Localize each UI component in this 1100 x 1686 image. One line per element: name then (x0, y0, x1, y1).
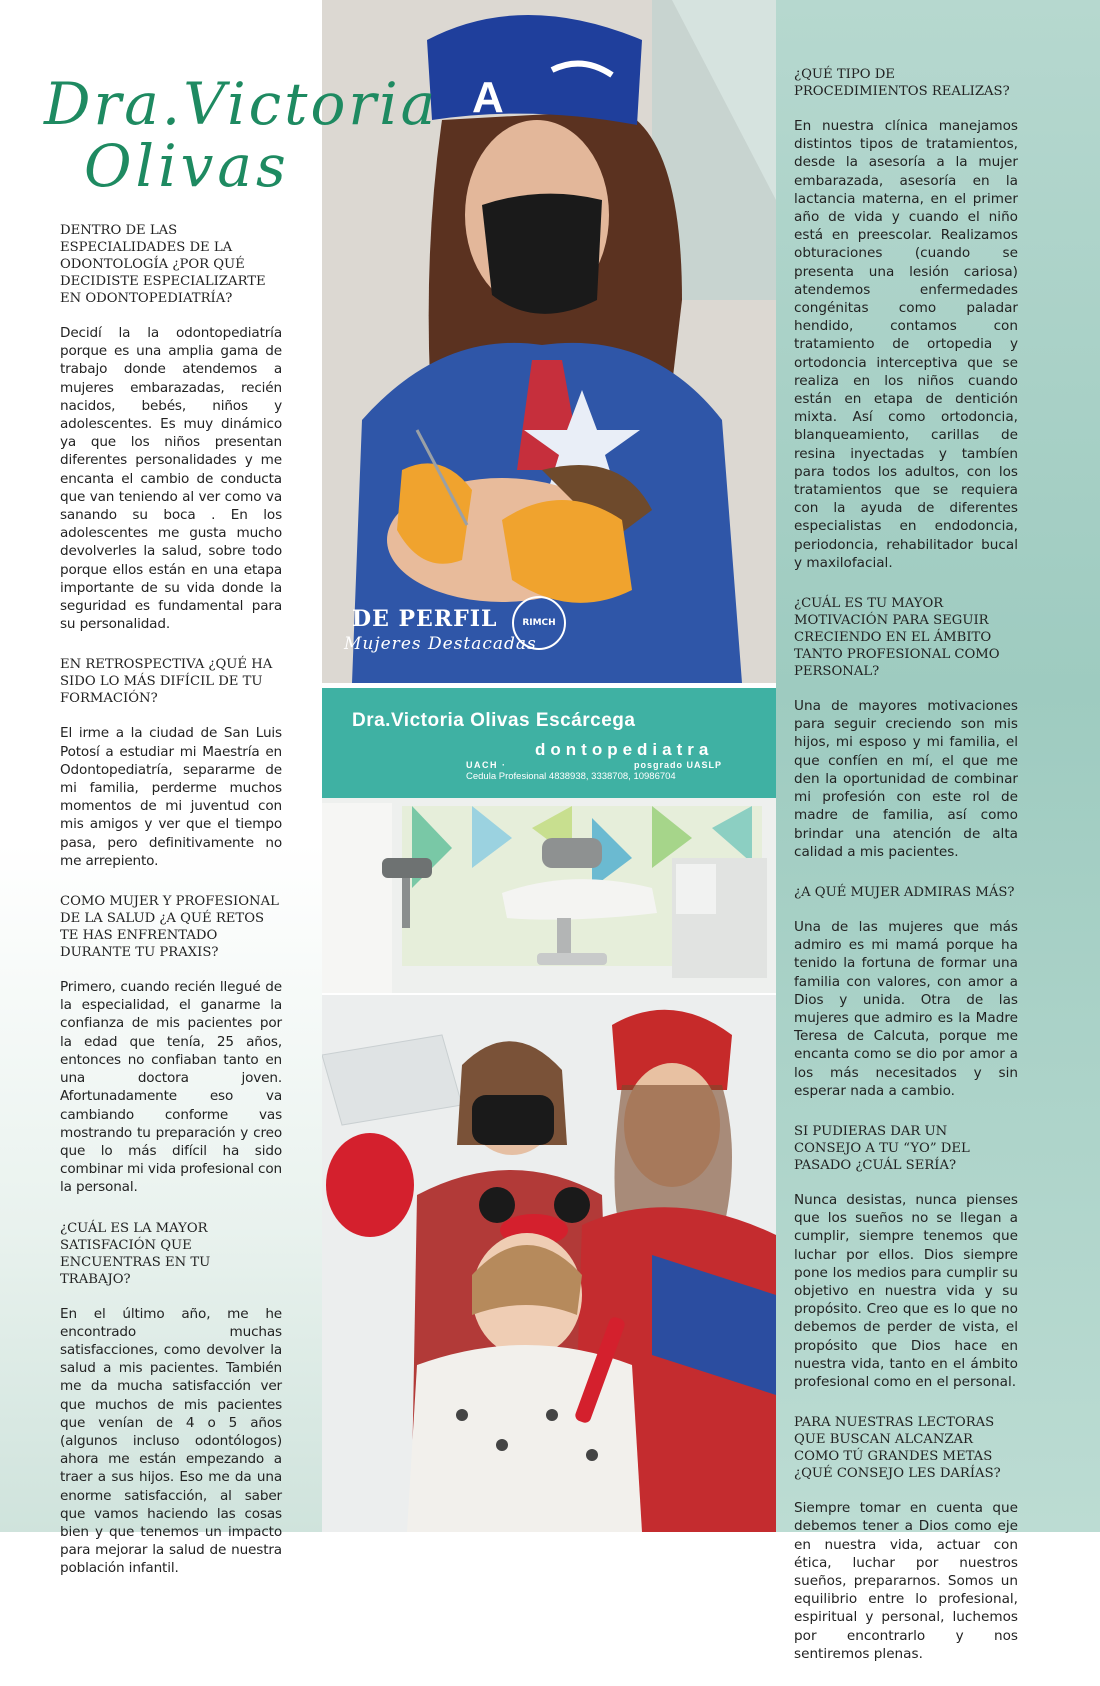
question-3: COMO MUJER Y PROFESIONAL DE LA SALUD ¿A QUÉ RETOS TE HAS ENFRENTADO DURANTE TU PRAXIS? (60, 894, 279, 961)
answer-2: El irme a la ciudad de San Luis Potosí a estudiar mi Maestría en Odontopediatría, separarme de mi familia, perderme muchos momentos de mi juventud con mis amigos y ver que el tiempo pasa, pero definitivamente no me arrepiento. (60, 725, 282, 869)
question-6: ¿CUÁL ES TU MAYOR MOTIVACIÓN PARA SEGUIR CRECIENDO EN EL ÁMBITO TANTO PROFESIONAL COMO PERSONAL? (794, 596, 1000, 680)
question-4: ¿CUÁL ES LA MAYOR SATISFACIÓN QUE ENCUENTRAS EN TU TRABAJO? (60, 1220, 211, 1287)
left-column (60, 222, 282, 1601)
clinic-sign-role: dontopediatra (535, 740, 714, 759)
badge-mujeres-destacadas: Mujeres Destacadas (344, 634, 537, 654)
answer-7: Una de las mujeres que más admiro es mi mamá porque ha tenido la fortuna de formar una familia con valores, con amor a Dios y unida. Otra de las mujeres que admiro es la Madre Teresa de Calcuta, porque me encanta como se dio por amor a los más necesitados y sin esperar nada a cambio. (794, 918, 1018, 1099)
badge-de-perfil: DE PERFIL (352, 606, 498, 632)
clinic-sign-name: Dra.Victoria Olivas Escárcega (352, 710, 636, 731)
right-column (794, 66, 1018, 1686)
question-1: DENTRO DE LAS ESPECIALIDADES DE LA ODONTOLOGÍA ¿POR QUÉ DECIDISTE ESPECIALIZARTE EN ODONTOPEDIATRÍA? (60, 223, 266, 306)
article-title (44, 70, 444, 210)
question-2: EN RETROSPECTIVA ¿QUÉ HA SIDO LO MÁS DIFÍCIL DE TU FORMACIÓN? (60, 657, 273, 707)
rimch-seal: RIMCH (512, 596, 566, 650)
clinic-sign-posgrado: posgrado UASLP (634, 760, 723, 770)
answer-4: En el último año, me he encontrado muchas satisfacciones, como devolver la salud a mis pacientes. También me da mucha satisfacción ver que muchos de mis pacientes que venían de 4 o 5 años (algunos incluso odontólogos) ahora me están empezando a traer a sus hijos. Eso me da una enorme satisfacción, al saber que vamos haciendo las cosas bien y que tenemos un impacto para mejorar la salud de nuestra población infantil. (60, 1305, 282, 1577)
question-5: ¿QUÉ TIPO DE PROCEDIMIENTOS REALIZAS? (794, 67, 1010, 99)
answer-5: En nuestra clínica manejamos distintos tipos de tratamientos, desde la asesoría a la mujer embarazada, asesoría en la lactancia materna, en el primer año de vida y cuando el niño está en preescolar. Realizamos obturaciones (cuando se presenta una lesión cariosa) atendemos enfermedades congénitas como paladar hendido, contamos con tratamiento de ortopedia y ortodoncia interceptiva que se realiza en los niños cuando están en etapa de dentición mixta. Así como ortodoncia, blanqueamiento, carillas de resina inyectadas y tambíen para todos los adultos, con los tratamientos que se requiera con la ayuda de diferentes especialistas en endodoncia, periodoncia, rehabilitador bucal y maxilofacial. (794, 118, 1018, 571)
photo-dentist-with-children (322, 995, 776, 1532)
answer-8: Nunca desistas, nunca pienses que los sueños no se llegan a cumplir, siempre tenemos que luchar por ellos. Dios siempre pone los medios para cumplir su objetivo en nuestra vida y su propósito. Creo que es lo que no debemos de perder de vista, el propósito que Dios hace en nuestra vida, tanto en el ámbito profesional como en el personal. (794, 1191, 1018, 1390)
clinic-sign-uach: UACH · (466, 760, 507, 770)
cap-letter: A (472, 73, 504, 122)
question-9: PARA NUESTRAS LECTORAS QUE BUSCAN ALCANZAR COMO TÚ GRANDES METAS ¿QUÉ CONSEJO LES DARÍAS? (794, 1415, 1001, 1482)
answer-6: Una de mayores motivaciones para seguir creciendo son mis hijos, mi esposo y mi familia, el que confíen en mí, el que me den la oportunidad de combinar mi profesión con este rol de madre de familia, así como brindar una atención de alta calidad a mis pacientes. (794, 698, 1018, 860)
clinic-sign-cedula: Cedula Profesional 4838938, 3338708, 10986704 (466, 771, 676, 782)
clinic-illustration (322, 688, 776, 993)
children-illustration (322, 995, 776, 1532)
title-line-1: Dra.Victoria (44, 70, 439, 138)
answer-1: Decidí la la odontopediatría porque es una amplia gama de trabajo donde atendemos a mujeres embarazadas, recién nacidos, bebés, niños y adolescentes. Es muy dinámico ya que los niños presentan diferentes personalidades y me encanta el cambio de conducta que van teniendo al ver como va sanando su boca . En los adolescentes me gusta mucho devolverles la salud, sobre todo porque ellos están en una etapa importante de su vida donde la seguridad es fundamental para su personalidad. (60, 325, 282, 633)
question-8: SI PUDIERAS DAR UN CONSEJO A TU “YO” DEL PASADO ¿CUÁL SERÍA? (794, 1123, 970, 1173)
answer-9: Siempre tomar en cuenta que debemos tener a Dios como eje en nuestra vida, actuar con ética, luchar por nuestros sueños, prepararnos. Somos un equilibrio entre lo profesional, espiritual y personal, luchemos por encontrarlo y nos sentiremos plenas. (794, 1500, 1018, 1662)
title-line-2: Olivas (84, 132, 290, 200)
photo-clinic (322, 688, 776, 993)
answer-3: Primero, cuando recién llegué de la especialidad, el ganarme la confianza de mis pacientes por la edad que tenía, 25 años, entonces no confiaban tanto en una doctora joven. Afortunadamente eso va cambiando conforme vas mostrando tu preparación y creo que lo más difícil ha sido combinar mi vida profesional con la personal. (60, 979, 282, 1196)
question-7: ¿A QUÉ MUJER ADMIRAS MÁS? (794, 884, 1015, 900)
